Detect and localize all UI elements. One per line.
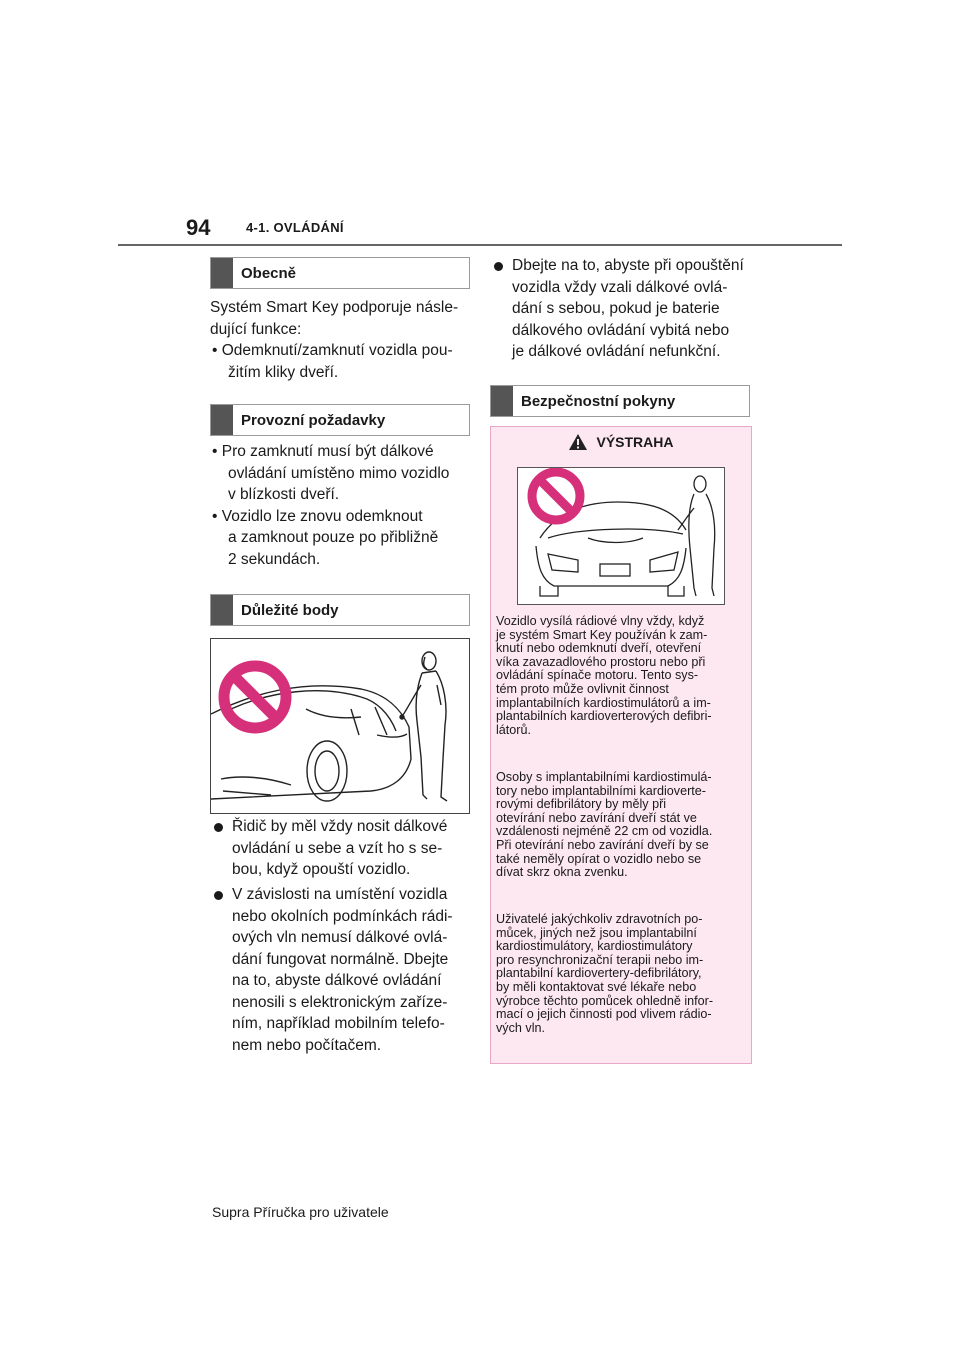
bullet-line: nebo okolních podmínkách rádi- bbox=[232, 907, 453, 925]
bullet-dot bbox=[214, 823, 223, 832]
warning-line: Uživatelé jakýchkoliv zdravotních po- bbox=[496, 912, 703, 926]
bullet-item bbox=[210, 816, 472, 881]
warning-line: by měli kontaktovat své lékaře nebo bbox=[496, 979, 697, 994]
warning-line: pro resynchronizační terapii nebo im- bbox=[496, 952, 704, 967]
point-3 bbox=[490, 255, 755, 363]
heading-bar bbox=[211, 595, 233, 625]
feature-bullet-cont: žitím kliky dveří. bbox=[228, 363, 339, 381]
heading-bar bbox=[211, 405, 233, 435]
header-divider bbox=[118, 244, 842, 246]
warning-line: implantabilních kardiostimulátorů a im- bbox=[496, 695, 711, 710]
bullet-item bbox=[210, 884, 472, 1056]
warning-title: VÝSTRAHA bbox=[596, 434, 674, 450]
bullet-line: na to, abyste dálkové ovládání bbox=[232, 972, 442, 989]
req-line: ovládání umístěno mimo vozidlo bbox=[228, 464, 450, 482]
warning-line: látorů. bbox=[496, 722, 532, 737]
bullet-line: nem nebo počítačem. bbox=[232, 1036, 382, 1054]
req-line: a zamknout pouze po přibližně bbox=[228, 529, 439, 546]
bullet-dot bbox=[214, 891, 223, 900]
bullet-item bbox=[490, 255, 755, 363]
heading-important-text: Důležité body bbox=[241, 601, 339, 619]
feature-bullet: • Odemknutí/zamknutí vozidla pou- bbox=[212, 342, 453, 359]
bullet-line: dání fungovat normálně. Dbejte bbox=[232, 950, 449, 968]
warning-triangle-icon bbox=[568, 433, 588, 451]
bullet-line: ovládání u sebe a vzít ho s se- bbox=[232, 839, 443, 857]
bullet-line: bou, když opouští vozidlo. bbox=[232, 861, 411, 878]
warning-line: tém proto může ovlivnit činnost bbox=[496, 681, 669, 696]
warning-line: Osoby s implantabilními kardiostimulá- bbox=[496, 770, 712, 784]
bullet-line: vozidla vždy vzali dálkové ovlá- bbox=[512, 278, 728, 296]
bullet-dot bbox=[494, 262, 503, 271]
warning-line: dívat skrz okna zvenku. bbox=[496, 865, 628, 880]
car-front-drawing bbox=[518, 468, 724, 604]
warning-line: je systém Smart Key používán k zam- bbox=[496, 627, 708, 642]
bullet-line: V závislosti na umístění vozidla bbox=[232, 886, 448, 903]
warning-line: Při otevírání nebo zavírání dveří by se bbox=[496, 837, 709, 852]
warning-line: otevírání nebo zavírání dveří stát ve bbox=[496, 810, 697, 825]
heading-safety-text: Bezpečnostní pokyny bbox=[521, 392, 676, 410]
warning-line: také neměly opírat o vozidlo nebo se bbox=[496, 851, 702, 866]
warning-paragraph-1 bbox=[496, 615, 746, 737]
warning-paragraph-2 bbox=[496, 771, 746, 880]
warning-header bbox=[491, 427, 751, 457]
warning-line: kardiostimulátory, kardiostimulátory bbox=[496, 939, 693, 954]
requirements-text bbox=[212, 441, 474, 570]
bullet-line: Dbejte na to, abyste při opouštění bbox=[512, 257, 744, 274]
warning-line: rovými defibrilátory by měly při bbox=[496, 797, 667, 812]
intro-line: dující funkce: bbox=[210, 320, 302, 338]
req-line: • Pro zamknutí musí být dálkové bbox=[212, 443, 434, 460]
req-line: 2 sekundách. bbox=[228, 550, 321, 568]
heading-important bbox=[210, 594, 470, 626]
footer-text: Supra Příručka pro uživatele bbox=[212, 1204, 389, 1220]
section-title: 4-1. OVLÁDÁNÍ bbox=[246, 220, 344, 235]
warning-paragraph-3 bbox=[496, 913, 746, 1035]
point-2 bbox=[210, 884, 472, 1056]
warning-line: víka zavazadlového prostoru nebo při bbox=[496, 654, 706, 669]
heading-safety bbox=[490, 385, 750, 417]
heading-bar bbox=[211, 258, 233, 288]
warning-line: můcek, jiných než jsou implantabilní bbox=[496, 925, 697, 940]
warning-line: výrobce těchto pomůcek ohledně infor- bbox=[496, 993, 714, 1008]
warning-box bbox=[490, 426, 752, 1064]
bullet-line: je dálkové ovládání nefunkční. bbox=[512, 343, 721, 360]
warning-line: plantabilních kardioverterových defibri- bbox=[496, 709, 712, 724]
bullet-line: Řidič by měl vždy nosit dálkové bbox=[232, 818, 448, 835]
page-number: 94 bbox=[186, 215, 211, 240]
req-line: v blízkosti dveří. bbox=[228, 486, 340, 503]
warning-line: mací o jejich činnosti pod vlivem rádio- bbox=[496, 1007, 712, 1022]
car-person-drawing bbox=[211, 639, 469, 813]
warning-line: knutí nebo odemknutí dveří, otevření bbox=[496, 641, 702, 656]
warning-line: Vozidlo vysílá rádiové vlny vždy, když bbox=[496, 614, 705, 628]
heading-general bbox=[210, 257, 470, 289]
illustration-car-front bbox=[517, 467, 725, 605]
warning-line: vzdálenosti nejméně 22 cm od vozidla. bbox=[496, 824, 713, 839]
warning-line: plantabilní kardiovertery-defibrilátory, bbox=[496, 966, 702, 981]
illustration-driver-car bbox=[210, 638, 470, 814]
warning-line: tory nebo implantabilními kardioverte- bbox=[496, 783, 706, 798]
intro-text bbox=[210, 297, 472, 383]
warning-line: vých vln. bbox=[496, 1020, 545, 1035]
heading-bar bbox=[491, 386, 513, 416]
point-1 bbox=[210, 816, 472, 881]
heading-requirements-text: Provozní požadavky bbox=[241, 411, 386, 429]
warning-line: ovládání spínače motoru. Tento sys- bbox=[496, 668, 699, 683]
req-line: • Vozidlo lze znovu odemknout bbox=[212, 507, 423, 525]
bullet-line: ových vln nemusí dálkové ovlá- bbox=[232, 929, 448, 946]
heading-general-text: Obecně bbox=[241, 264, 297, 282]
bullet-line: dálkového ovládání vybitá nebo bbox=[512, 321, 730, 339]
intro-line: Systém Smart Key podporuje násle- bbox=[210, 299, 459, 316]
bullet-line: dání s sebou, pokud je baterie bbox=[512, 300, 720, 317]
bullet-line: nenosili s elektronickým zaříze- bbox=[232, 993, 448, 1011]
heading-requirements bbox=[210, 404, 470, 436]
bullet-line: ním, například mobilním telefo- bbox=[232, 1015, 445, 1032]
